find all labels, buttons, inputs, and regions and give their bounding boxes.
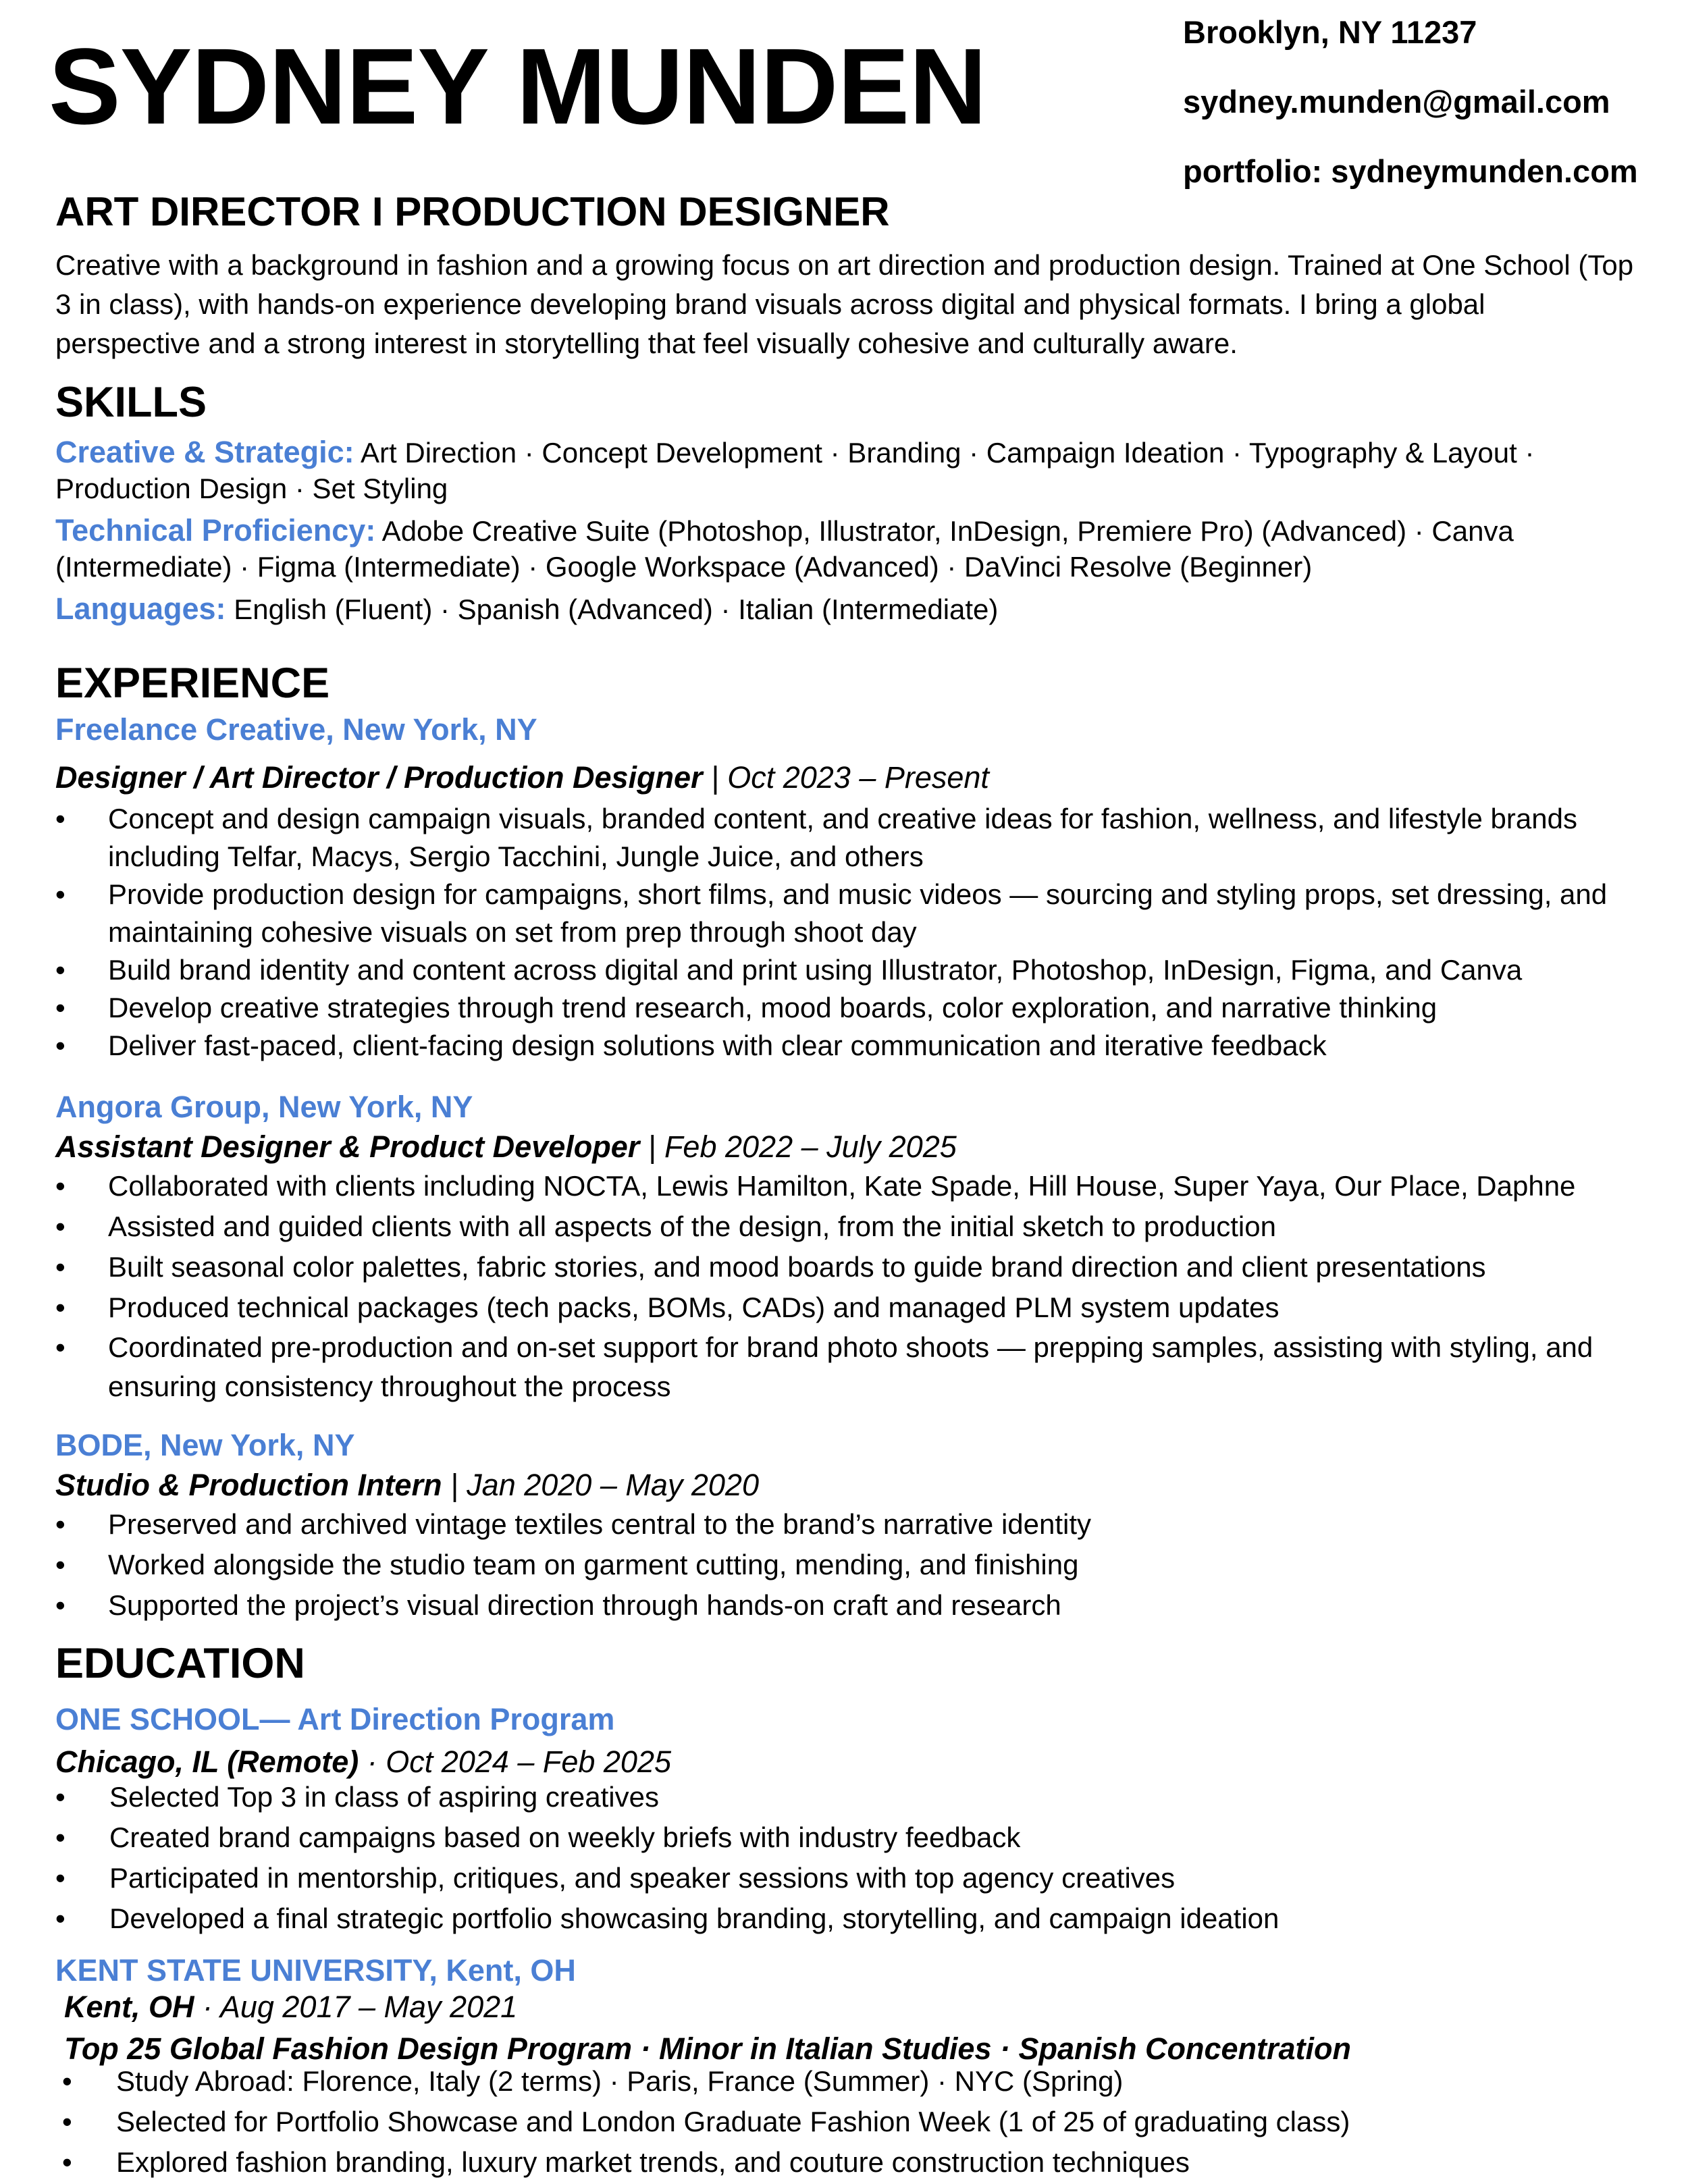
job-title: Studio & Production Intern <box>55 1468 442 1502</box>
school-place-line <box>55 1744 672 1779</box>
bullet-item: • Concept and design campaign visuals, branded content, and creative ideas for fashion, wellness, and lifestyle brands including Telfar, Macys, Sergio Tacchini, Jungle Juice, and others <box>55 800 1656 876</box>
school-place: Kent, OH <box>64 1990 194 2024</box>
job-bullets <box>55 1504 1656 1626</box>
education-heading: EDUCATION <box>55 1640 305 1687</box>
job-title-line <box>55 762 989 793</box>
bullet-item: • Supported the project’s visual direction through hands-on craft and research <box>55 1585 1656 1626</box>
school-place: Chicago, IL (Remote) <box>55 1744 359 1779</box>
skill-text: Art Direction · Concept Development · Branding · Campaign Ideation · Typography & Layout · Production Design · Set Styling <box>55 437 1535 504</box>
job-title-line <box>55 1470 759 1500</box>
skill-line <box>55 591 1635 627</box>
bullet-item: • Selected Top 3 in class of aspiring creatives <box>55 1777 1656 1817</box>
bullet-item: • Created brand campaigns based on weekly briefs with industry feedback <box>55 1817 1656 1858</box>
job-bullets <box>55 1166 1656 1406</box>
role-title: ART DIRECTOR I PRODUCTION DESIGNER <box>55 189 890 234</box>
bullet-item: • Study Abroad: Florence, Italy (2 terms) · Paris, France (Summer) · NYC (Spring) <box>62 2061 1662 2102</box>
bullet-item: • Deliver fast-paced, client-facing design solutions with clear communication and iterative feedback <box>55 1027 1656 1065</box>
contact-email[interactable]: sydney.munden@gmail.com <box>1183 84 1610 119</box>
job-title-line <box>55 1131 957 1162</box>
bullet-item: • Produced technical packages (tech packs, BOMs, CADs) and managed PLM system updates <box>55 1287 1656 1328</box>
bullet-item: • Developed a final strategic portfolio showcasing branding, storytelling, and campaign ideation <box>55 1898 1656 1939</box>
experience-heading: EXPERIENCE <box>55 660 330 707</box>
bullet-item: • Provide production design for campaigns, short films, and music videos — sourcing and styling props, set dressing, and maintaining cohesive visuals on set from prep through shoot day <box>55 876 1656 951</box>
school-program: Top 25 Global Fashion Design Program · Minor in Italian Studies · Spanish Concentration <box>64 2031 1352 2066</box>
contact-portfolio[interactable]: portfolio: sydneymunden.com <box>1183 153 1638 189</box>
job-title: Designer / Art Director / Production Designer <box>55 760 703 795</box>
bullet-item: • Participated in mentorship, critiques, and speaker sessions with top agency creatives <box>55 1858 1656 1898</box>
school-bullets <box>62 2061 1662 2183</box>
job-org: Angora Group, New York, NY <box>55 1090 473 1124</box>
bullet-item: • Assisted and guided clients with all aspects of the design, from the initial sketch to production <box>55 1206 1656 1247</box>
skill-text: Adobe Creative Suite (Photoshop, Illustrator, InDesign, Premiere Pro) (Advanced) · Canva (Intermediate) · Figma (Intermediate) · Google Workspace (Advanced) · DaVinci Resolve (Beginner) <box>55 515 1514 583</box>
bullet-item: • Explored fashion branding, luxury market trends, and couture construction techniques <box>62 2142 1662 2183</box>
skill-label: Languages: <box>55 591 226 626</box>
school-dates: · Oct 2024 – Feb 2025 <box>359 1744 672 1779</box>
job-title: Assistant Designer & Product Developer <box>55 1129 640 1164</box>
skill-label: Creative & Strategic: <box>55 435 354 469</box>
job-dates: | Oct 2023 – Present <box>702 760 989 795</box>
bullet-item: • Build brand identity and content across digital and print using Illustrator, Photoshop, InDesign, Figma, and Canva <box>55 951 1656 989</box>
skill-line <box>55 512 1635 585</box>
bullet-item: • Worked alongside the studio team on garment cutting, mending, and finishing <box>55 1545 1656 1585</box>
school-org: ONE SCHOOL— Art Direction Program <box>55 1702 615 1736</box>
job-bullets <box>55 800 1656 1065</box>
contact-location: Brooklyn, NY 11237 <box>1183 14 1477 50</box>
job-dates: | Jan 2020 – May 2020 <box>442 1468 759 1502</box>
school-dates: · Aug 2017 – May 2021 <box>194 1990 518 2024</box>
school-bullets <box>55 1777 1656 1939</box>
skill-label: Technical Proficiency: <box>55 513 376 548</box>
skill-text: English (Fluent) · Spanish (Advanced) · Italian (Intermediate) <box>226 593 999 625</box>
job-org: BODE, New York, NY <box>55 1428 355 1462</box>
bullet-item: • Coordinated pre-production and on-set support for brand photo shoots — prepping samples, assisting with styling, and ensuring consistency throughout the process <box>55 1328 1656 1406</box>
bullet-item: • Built seasonal color palettes, fabric stories, and mood boards to guide brand direction and client presentations <box>55 1247 1656 1287</box>
candidate-name: SYDNEY MUNDEN <box>49 26 986 147</box>
job-org: Freelance Creative, New York, NY <box>55 712 537 747</box>
bullet-item: • Preserved and archived vintage textiles central to the brand’s narrative identity <box>55 1504 1656 1545</box>
job-dates: | Feb 2022 – July 2025 <box>639 1129 957 1164</box>
bullet-item: • Selected for Portfolio Showcase and London Graduate Fashion Week (1 of 25 of graduating class) <box>62 2102 1662 2142</box>
school-org: KENT STATE UNIVERSITY, Kent, OH <box>55 1953 576 1988</box>
skills-heading: SKILLS <box>55 379 207 426</box>
bullet-item: • Collaborated with clients including NOCTA, Lewis Hamilton, Kate Spade, Hill House, Super Yaya, Our Place, Daphne <box>55 1166 1656 1206</box>
school-place-line <box>64 1992 517 2022</box>
skill-line <box>55 434 1635 506</box>
bullet-item: • Develop creative strategies through trend research, mood boards, color exploration, and narrative thinking <box>55 989 1656 1027</box>
summary-paragraph: Creative with a background in fashion and a growing focus on art direction and production design. Trained at One School (Top 3 in class), with hands-on experience developing brand visuals across digital and physical formats. I bring a global perspective and a strong interest in storytelling that feel visually cohesive and culturally aware. <box>55 249 1634 359</box>
